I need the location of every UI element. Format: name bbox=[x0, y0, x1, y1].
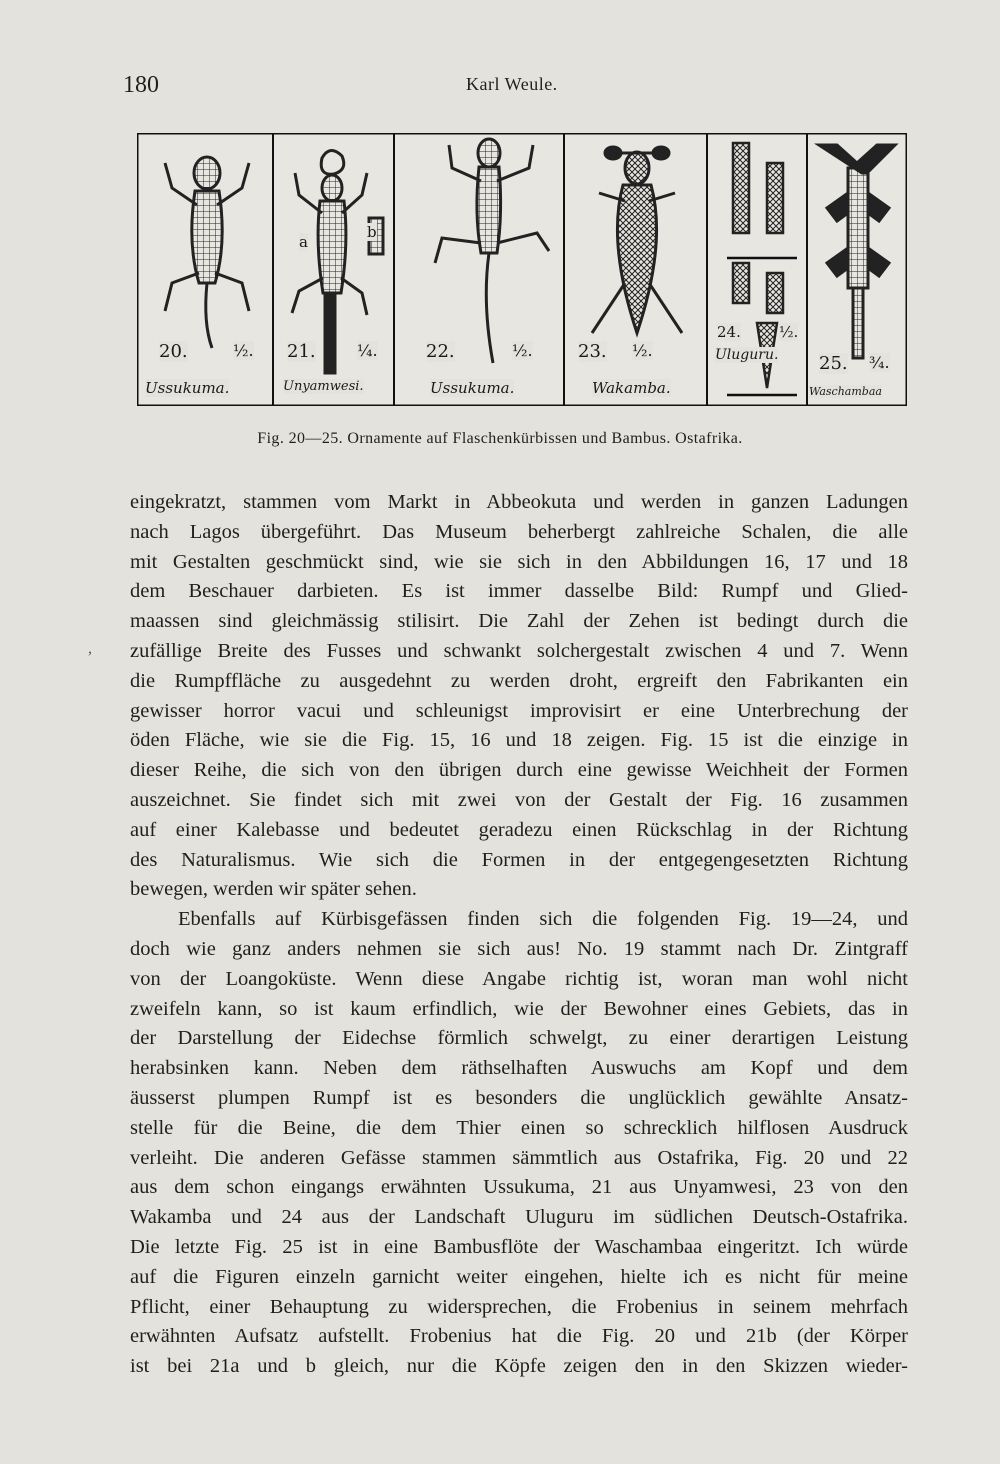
panel-scale: ½. bbox=[779, 323, 799, 341]
figure-panel-21 bbox=[273, 133, 394, 406]
page-number: 180 bbox=[123, 72, 159, 98]
running-title: Karl Weule. bbox=[466, 74, 558, 94]
text-line: der Darstellung der Eidechse förmlich schwelgt, zu einer derartigen Leistung bbox=[130, 1027, 908, 1050]
text-line: auszeichnet. Sie findet sich mit zwei von der Gestalt der Fig. 16 zusammen bbox=[130, 788, 908, 811]
text-line: maassen sind gleichmässig stilisirt. Die Zahl der Zehen ist bedingt durch die bbox=[130, 610, 908, 633]
text-line: zufällige Breite des Fusses und schwankt solchergestalt zwischen 4 und 7. Wenn bbox=[130, 639, 908, 662]
text-line: eingekratzt, stammen vom Markt in Abbeokuta und werden in ganzen Ladungen bbox=[130, 491, 908, 513]
figure-panel-23 bbox=[564, 133, 707, 406]
panel-label: Ussukuma. bbox=[145, 379, 230, 397]
figure-caption: Fig. 20—25. Ornamente auf Flaschenkürbissen und Bambus. Ostafrika. bbox=[257, 430, 743, 447]
panel-label: Unyamwesi. bbox=[283, 379, 364, 394]
panel-scale: ½. bbox=[632, 341, 653, 360]
text-line: Ebenfalls auf Kürbisgefässen finden sich die folgenden Fig. 19—24, und bbox=[178, 908, 908, 931]
text-line: herabsinken kann. Neben dem räthselhaften Auswuchs am Kopf und dem bbox=[130, 1057, 908, 1080]
text-line: dieser Reihe, die sich von den übrigen durch eine gewisse Weichheit der Formen bbox=[130, 759, 908, 782]
text-line: gewisser horror vacui und schleunigst improvisirt er eine Unterbrechung der bbox=[130, 699, 908, 722]
text-line: erwähnten Aufsatz aufstellt. Frobenius hat die Fig. 20 und 21b (der Körper bbox=[130, 1325, 908, 1348]
text-line: äusserst plumpen Rumpf ist es besonders die unglücklich gewählte Ansatz- bbox=[130, 1086, 908, 1109]
text-line: des Naturalismus. Wie sich die Formen in der entgegengesetzten Richtung bbox=[130, 848, 908, 871]
panel-number: 22. bbox=[426, 341, 455, 362]
panel-scale: ½. bbox=[512, 341, 533, 360]
panel-label: Waschambaa bbox=[809, 385, 882, 398]
panel-number: 23. bbox=[578, 341, 607, 362]
figure-panel-25 bbox=[807, 133, 907, 406]
text-line: mit Gestalten geschmückt sind, wie sie sich in den Abbildungen 16, 17 und 18 bbox=[130, 550, 908, 573]
text-line: von der Loangoküste. Wenn diese Angabe richtig ist, woran man wohl nicht bbox=[130, 967, 908, 990]
text-line: ist bei 21a und b gleich, nur die Köpfe zeigen den in den Skizzen wieder- bbox=[130, 1355, 908, 1378]
panel-number: 21. bbox=[287, 341, 316, 362]
panel-scale: ¼. bbox=[357, 341, 378, 360]
panel-number: 25. bbox=[819, 353, 848, 374]
panel-part-label: b bbox=[367, 223, 377, 241]
text-line: dem Beschauer darbieten. Es ist immer dasselbe Bild: Rumpf und Glied- bbox=[130, 580, 908, 603]
panel-scale: ½. bbox=[233, 341, 254, 360]
panel-number: 20. bbox=[159, 341, 188, 362]
panel-label: Ussukuma. bbox=[430, 379, 515, 397]
panel-scale: ¾. bbox=[869, 353, 890, 372]
panel-number: 24. bbox=[717, 323, 741, 341]
panel-label: Uluguru. bbox=[715, 347, 779, 363]
text-line: die Rumpffläche zu ausgedehnt zu werden droht, ergreift den Fabrikanten ein bbox=[130, 669, 908, 692]
text-line: auf einer Kalebasse und bedeutet geradezu einen Rückschlag in der Richtung bbox=[130, 818, 908, 841]
figure-panel-24 bbox=[707, 133, 807, 406]
text-line: nach Lagos übergeführt. Das Museum beherbergt zahlreiche Schalen, die alle bbox=[130, 520, 908, 543]
text-line: Die letzte Fig. 25 ist in eine Bambusflöte der Waschambaa eingeritzt. Ich würde bbox=[130, 1235, 908, 1258]
text-line: Pflicht, einer Behauptung zu widersprechen, die Frobenius in seinem mehrfach bbox=[130, 1295, 908, 1318]
text-line: verleiht. Die anderen Gefässe stammen sämmtlich aus Ostafrika, Fig. 20 und 22 bbox=[130, 1146, 908, 1169]
text-line: bewegen, werden wir später sehen. bbox=[130, 878, 417, 901]
figure-panel-20 bbox=[137, 133, 273, 406]
text-line: öden Fläche, wie sie die Fig. 15, 16 und 18 zeigen. Fig. 15 ist die einzige in bbox=[130, 729, 908, 752]
body-text bbox=[130, 488, 908, 1382]
text-line: zweifeln kann, so ist kaum erfindlich, wie der Bewohner eines Gebiets, das in bbox=[130, 997, 908, 1020]
panel-label: Wakamba. bbox=[592, 379, 671, 397]
figure-lizard-ornaments bbox=[137, 133, 907, 406]
text-line: auf die Figuren einzeln garnicht weiter eingehen, hielte ich es nicht für meine bbox=[130, 1265, 908, 1288]
text-line: doch wie ganz anders nehmen sie sich aus! No. 19 stammt nach Dr. Zintgraff bbox=[130, 937, 908, 960]
text-line: stelle für die Beine, die dem Thier einen so schrecklich hilflosen Ausdruck bbox=[130, 1116, 908, 1139]
figure-panel-22 bbox=[394, 133, 564, 406]
margin-mark: , bbox=[88, 640, 92, 657]
text-line: Wakamba und 24 aus der Landschaft Uluguru im südlichen Deutsch-Ostafrika. bbox=[130, 1206, 908, 1229]
panel-part-label: a bbox=[299, 233, 308, 251]
text-line: aus dem schon eingangs erwähnten Ussukuma, 21 aus Unyamwesi, 23 von den bbox=[130, 1176, 908, 1199]
